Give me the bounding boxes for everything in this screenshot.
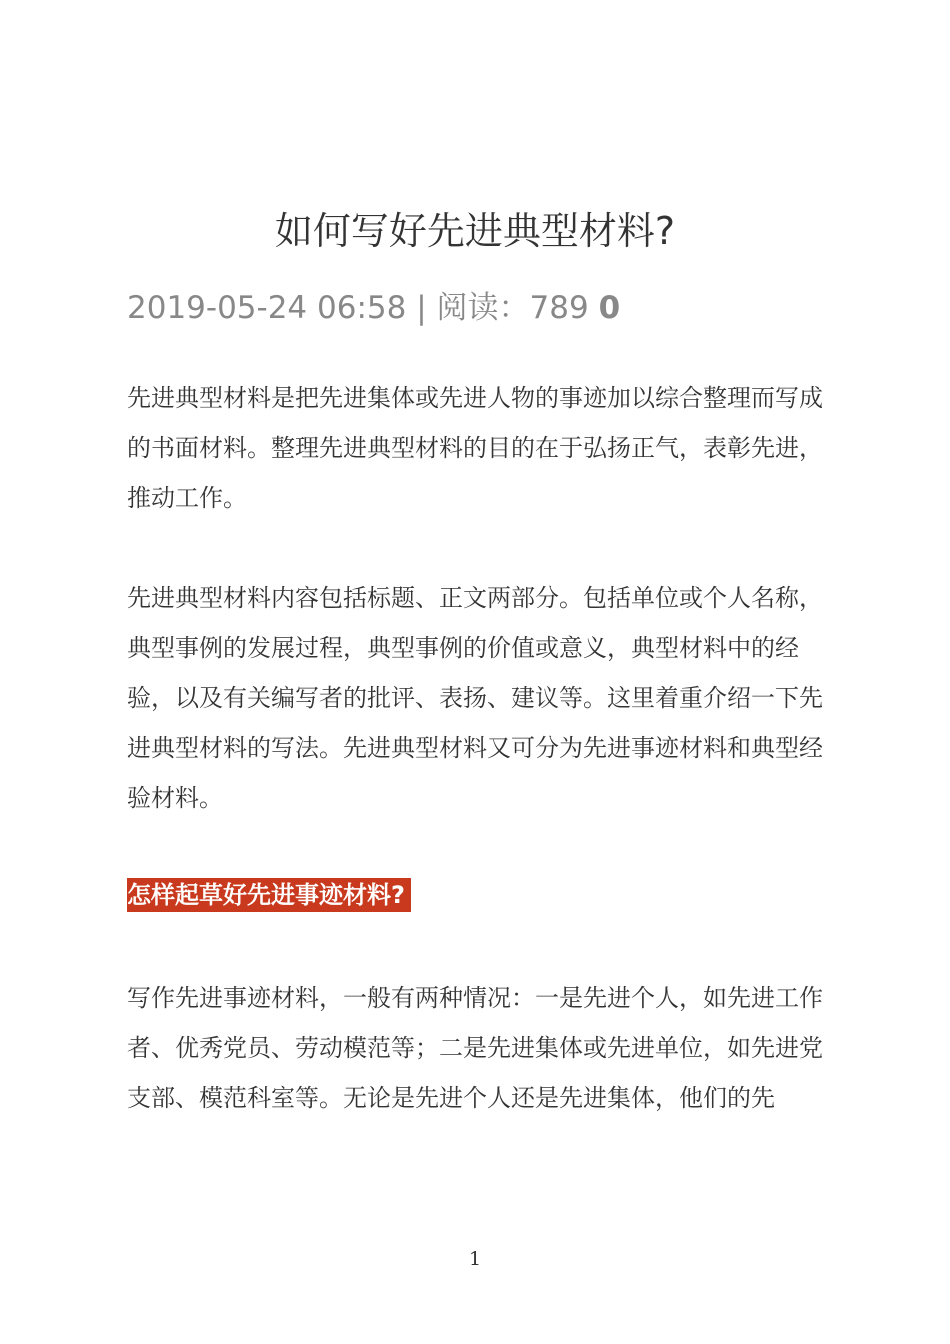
- section-heading: 怎样起草好先进事迹材料?: [127, 878, 411, 912]
- publish-date: 2019-05-24 06:58: [127, 290, 407, 326]
- paragraph-intro: 先进典型材料是把先进集体或先进人物的事迹加以综合整理而写成的书面材料。整理先进典型材料的目的在于弘扬正气，表彰先进，推动工作。: [127, 384, 823, 512]
- paragraph-content: 先进典型材料内容包括标题、正文两部分。包括单位或个人名称，典型事例的发展过程，典型事例的价值或意义，典型材料中的经验，以及有关编写者的批评、表扬、建议等。这里着重介绍一下先进典型材料的写法。先进典型材料又可分为先进事迹材料和典型经验材料。: [127, 584, 823, 812]
- article-title: 如何写好先进典型材料?: [274, 209, 676, 253]
- meta-separator: |: [416, 290, 427, 326]
- read-count: 阅读：789: [436, 290, 589, 326]
- page-number: 1: [468, 1248, 482, 1270]
- paragraph-writing: 写作先进事迹材料，一般有两种情况：一是先进个人，如先进工作者、优秀党员、劳动模范等；二是先进集体或先进单位，如先进党支部、模范科室等。无论是先进个人还是先进集体，他们的先: [127, 984, 823, 1112]
- article-meta: [127, 288, 620, 328]
- comment-count: 0: [598, 290, 621, 326]
